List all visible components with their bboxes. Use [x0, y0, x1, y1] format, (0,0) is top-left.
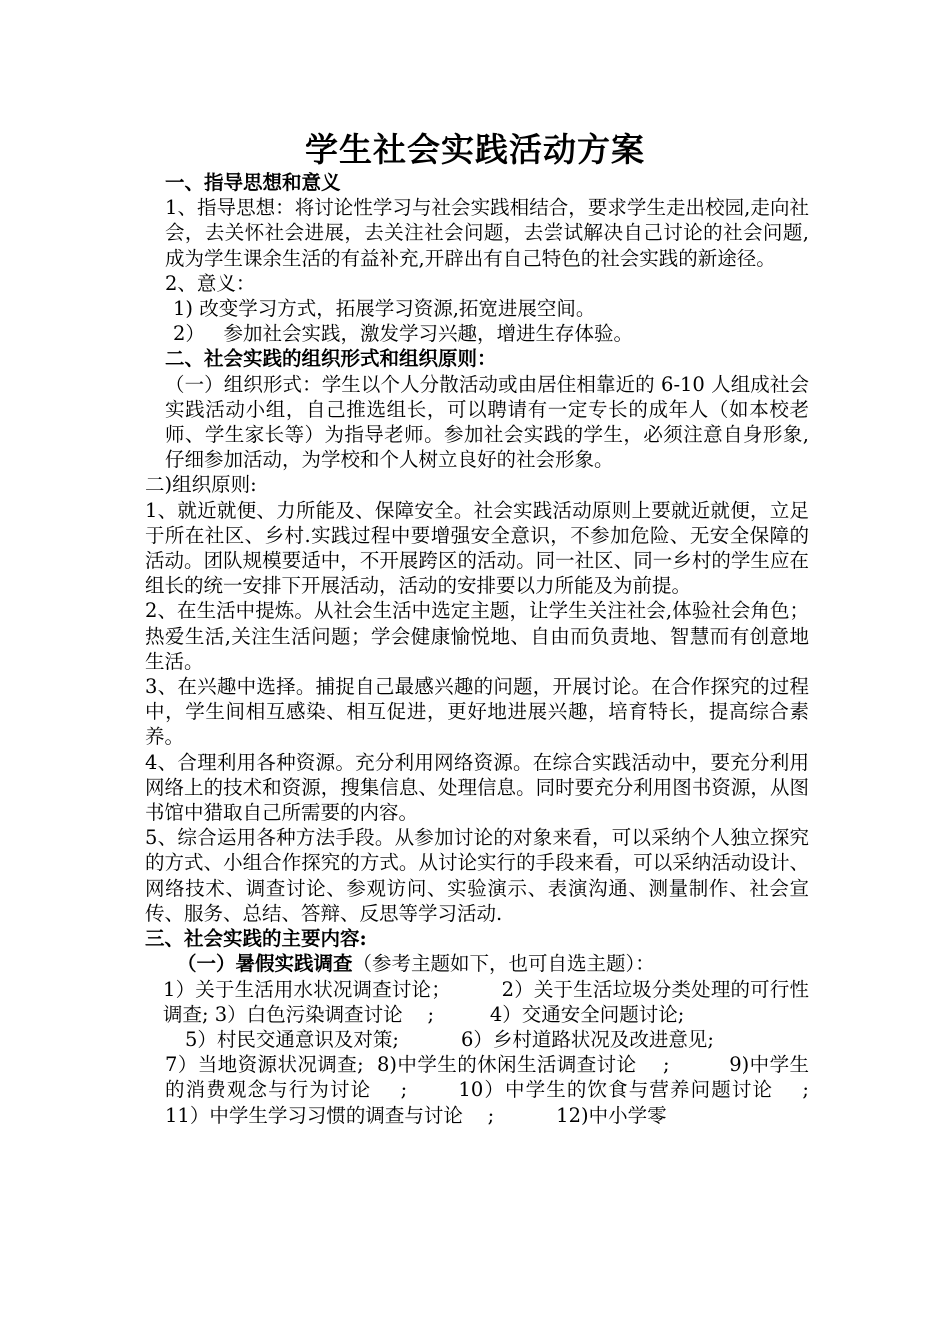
section-2-heading: 二、社会实践的组织形式和组织原则： — [165, 347, 497, 371]
topics-line-1: 1）关于生活用水状况调查讨论； 2）关于生活垃圾分类处理的可行性调查; 3）白色污染调查讨论 ; 4）交通安全问题讨论; — [163, 977, 809, 1026]
principle-3-paragraph: 3、在兴趣中选择。捕捉自己最感兴趣的问题，开展讨论。在合作探究的过程中，学生间相互感染、相互促进，更好地进展兴趣，培育特长，提高综合素养。 — [145, 675, 809, 749]
subsection-summer-survey-title: （一）暑假实践调查 — [177, 952, 353, 976]
principle-2-paragraph: 2、在生活中提炼。从社会生活中选定主题，让学生关注社会,体验社会角色；热爱生活,关注生活问题；学会健康愉悦地、自由而负责地、智慧而有创意地生活。 — [145, 599, 809, 673]
organization-principle-label: 二)组织原则: — [145, 473, 257, 497]
topics-line-3: 7）当地资源状况调查; 8)中学生的休闲生活调查讨论 ; 9)中学生的消费观念与行为讨论 ; 10）中学生的饮食与营养问题讨论 ; 11）中学生学习习惯的调查与讨论 ; 12)中小学零 — [165, 1053, 853, 1127]
section-3-heading: 三、社会实践的主要内容: — [145, 927, 367, 951]
subsection-summer-survey — [145, 951, 809, 976]
document-title: 学生社会实践活动方案 — [305, 130, 645, 169]
organization-form-paragraph: （一）组织形式：学生以个人分散活动或由居住相靠近的 6-10 人组成社会实践活动小组，自己推选组长，可以聘请有一定专长的成年人（如本校老师、学生家长等）为指导老师。参加社会实践的学生，必须注意自身形象,仔细参加活动，为学校和个人树立良好的社会形象。 — [165, 372, 809, 472]
guiding-thought-paragraph: 1、指导思想：将讨论性学习与社会实践相结合，要求学生走出校园,走向社会，去关怀社会进展，去关注社会问题，去尝试解决自己讨论的社会问题,成为学生课余生活的有益补充,开辟出有自己特色的社会实践的新途径。 — [165, 196, 809, 270]
principle-5-paragraph: 5、综合运用各种方法手段。从参加讨论的对象来看，可以采纳个人独立探究的方式、小组合作探究的方式。从讨论实行的手段来看，可以采纳活动设计、网络技术、调查讨论、参观访问、实验演示、表演沟通、测量制作、社会宣传、服务、总结、答辩、反思等学习活动. — [145, 826, 809, 925]
document-body — [145, 170, 853, 1128]
topics-line-2: 5）村民交通意识及对策; 6）乡村道路状况及改进意见; — [185, 1027, 714, 1051]
meaning-item-1: 1) 改变学习方式，拓展学习资源,拓宽进展空间。 — [173, 297, 596, 321]
principle-4-paragraph: 4、合理利用各种资源。充分利用网络资源。在综合实践活动中，要充分利用网络上的技术和资源，搜集信息、处理信息。同时要充分利用图书资源，从图书馆中猎取自己所需要的内容。 — [145, 750, 809, 825]
subsection-summer-survey-note: （参考主题如下，也可自选主题）： — [352, 952, 655, 976]
principle-1-paragraph: 1、就近就便、力所能及、保障安全。社会实践活动原则上要就近就便，立足于所在社区、乡村.实践过程中要增强安全意识，不参加危险、无安全保障的活动。团队规模要适中，不开展跨区的活动。同一社区、同一乡村的学生应在组长的统一安排下开展活动，活动的安排要以力所能及为前提。 — [145, 498, 809, 598]
meaning-label: 2、意义： — [165, 271, 256, 295]
section-1-heading: 一、指导思想和意义 — [165, 171, 341, 194]
meaning-item-2: 2） 参加社会实践，激发学习兴趣，增进生存体验。 — [173, 322, 634, 346]
